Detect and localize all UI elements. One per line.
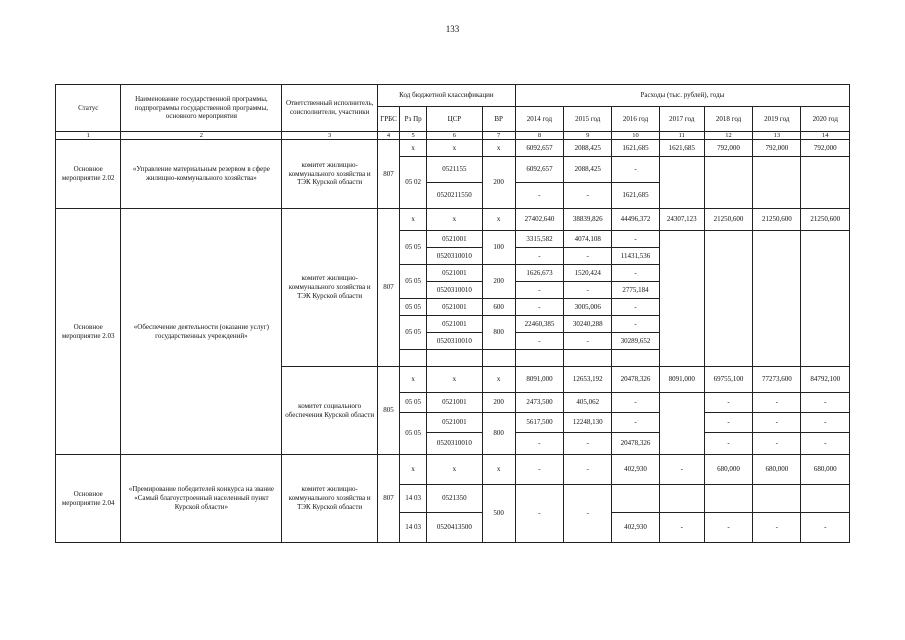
rzpr-cell: 14 03 [400, 513, 427, 543]
col-number: 5 [400, 132, 427, 140]
header-kbk: Код бюджетной классификации [377, 85, 515, 107]
rzpr-cell: x [400, 455, 427, 485]
value-cell: - [801, 433, 850, 455]
vr-cell: 200 [482, 157, 515, 209]
rzpr-cell: x [400, 140, 427, 157]
value-cell: - [612, 265, 659, 282]
header-name: Наименование государственной программы, подпрограммы государственной программы, основного мероприятия [121, 85, 282, 132]
column-numbers-row [56, 132, 850, 140]
value-cell: - [704, 393, 752, 413]
value-cell: - [612, 157, 659, 183]
value-cell: 6092,657 [515, 140, 563, 157]
col-number: 4 [377, 132, 399, 140]
empty-cell [704, 231, 752, 367]
value-cell: 1621,685 [612, 183, 659, 209]
csr-cell: 0520211550 [427, 183, 482, 209]
activity-name-cell: «Обеспечение деятельности (оказание услуг) государственных учреждений» [121, 209, 282, 455]
empty-cell [704, 157, 752, 209]
value-cell: 792,000 [753, 140, 801, 157]
csr-cell: 0521001 [427, 393, 482, 413]
empty-cell [704, 485, 752, 513]
value-cell: 38839,826 [564, 209, 612, 231]
status-cell: Основное мероприятие 2.03 [56, 209, 121, 455]
value-cell: 12653,192 [564, 367, 612, 393]
value-cell: 84792,100 [801, 367, 850, 393]
header-csr: ЦСР [427, 107, 482, 132]
value-cell: - [515, 183, 563, 209]
spacer-cell [612, 350, 659, 367]
csr-cell: x [427, 209, 482, 231]
empty-cell [659, 485, 704, 513]
status-cell: Основное мероприятие 2.02 [56, 140, 121, 209]
value-cell: 69755,100 [704, 367, 752, 393]
value-cell: - [564, 433, 612, 455]
vr-cell: 100 [482, 231, 515, 265]
value-cell: 22460,385 [515, 316, 563, 333]
value-cell: - [515, 333, 563, 350]
value-cell: 1626,673 [515, 265, 563, 282]
value-cell: - [659, 513, 704, 543]
col-number: 3 [282, 132, 378, 140]
col-number: 9 [564, 132, 612, 140]
vr-cell: x [482, 140, 515, 157]
value-cell: 44496,372 [612, 209, 659, 231]
value-cell: - [515, 248, 563, 265]
value-cell: - [704, 433, 752, 455]
value-cell: 2088,425 [564, 140, 612, 157]
value-cell: 792,000 [704, 140, 752, 157]
value-cell: - [612, 316, 659, 333]
col-number: 14 [801, 132, 850, 140]
csr-cell: 0521001 [427, 231, 482, 248]
col-number: 8 [515, 132, 563, 140]
col-number: 7 [482, 132, 515, 140]
value-cell: 402,930 [612, 455, 659, 485]
rzpr-cell: 05 05 [400, 393, 427, 413]
value-cell: 680,000 [704, 455, 752, 485]
value-cell: - [801, 393, 850, 413]
executor-cell: комитет жилищно-коммунального хозяйства и ТЭК Курской области [282, 209, 378, 367]
grbs-cell: 807 [377, 209, 399, 367]
spacer-cell [482, 350, 515, 367]
csr-cell: 0520310010 [427, 248, 482, 265]
value-cell: 20478,326 [612, 367, 659, 393]
spacer-cell [427, 350, 482, 367]
empty-cell [659, 393, 704, 455]
value-cell: 792,000 [801, 140, 850, 157]
csr-cell: 0521001 [427, 299, 482, 316]
value-cell: - [753, 433, 801, 455]
table-row [56, 455, 850, 485]
empty-cell [801, 485, 850, 513]
value-cell: - [564, 455, 612, 485]
value-cell: - [753, 393, 801, 413]
empty-cell [753, 157, 801, 209]
value-cell: 3005,006 [564, 299, 612, 316]
value-cell: 1621,685 [612, 140, 659, 157]
value-cell: 24307,123 [659, 209, 704, 231]
rzpr-cell: x [400, 367, 427, 393]
col-number: 1 [56, 132, 121, 140]
empty-cell [801, 231, 850, 367]
vr-cell: 200 [482, 265, 515, 299]
value-cell: - [515, 299, 563, 316]
value-cell: 2775,184 [612, 282, 659, 299]
csr-cell: x [427, 455, 482, 485]
csr-cell: 0520310010 [427, 282, 482, 299]
col-number: 6 [427, 132, 482, 140]
csr-cell: x [427, 140, 482, 157]
csr-cell: 0521001 [427, 316, 482, 333]
value-cell: 21250,600 [704, 209, 752, 231]
grbs-cell: 807 [377, 140, 399, 209]
value-cell: - [704, 413, 752, 433]
status-cell: Основное мероприятие 2.04 [56, 455, 121, 543]
csr-cell: 0521350 [427, 485, 482, 513]
csr-cell: 0521001 [427, 413, 482, 433]
spacer-cell [400, 350, 427, 367]
executor-cell: комитет социального обеспечения Курской области [282, 367, 378, 455]
value-cell: 77273,600 [753, 367, 801, 393]
value-cell: - [659, 455, 704, 485]
value-cell: 1621,685 [659, 140, 704, 157]
value-cell: 4074,108 [564, 231, 612, 248]
activity-name-cell: «Премирование победителей конкурса на звание «Самый благоустроенный населенный пункт Курской области» [121, 455, 282, 543]
value-cell: 12248,130 [564, 413, 612, 433]
csr-cell: 0520413500 [427, 513, 482, 543]
col-number: 11 [659, 132, 704, 140]
header-executor: Ответственный исполнитель, соисполнители, участники [282, 85, 378, 132]
value-cell: - [515, 433, 563, 455]
activity-name-cell: «Управление материальным резервом в сфере жилищно-коммунального хозяйства» [121, 140, 282, 209]
value-cell: - [515, 455, 563, 485]
csr-cell: 0521001 [427, 265, 482, 282]
vr-cell: 600 [482, 299, 515, 316]
value-cell: - [564, 282, 612, 299]
vr-cell: 200 [482, 393, 515, 413]
executor-cell: комитет жилищно-коммунального хозяйства и ТЭК Курской области [282, 140, 378, 209]
value-cell: - [801, 413, 850, 433]
value-cell: 405,062 [564, 393, 612, 413]
header-year: 2018 год [704, 107, 752, 132]
value-cell: - [515, 282, 563, 299]
value-cell: 5617,500 [515, 413, 563, 433]
grbs-cell: 807 [377, 455, 399, 543]
header-year: 2020 год [801, 107, 850, 132]
value-cell: 20478,326 [612, 433, 659, 455]
csr-cell: 0520310010 [427, 333, 482, 350]
csr-cell: 0521155 [427, 157, 482, 183]
rzpr-cell: 05 05 [400, 231, 427, 265]
table-row [56, 209, 850, 231]
value-cell: 21250,600 [801, 209, 850, 231]
csr-cell: 0520310010 [427, 433, 482, 455]
value-cell: - [612, 413, 659, 433]
budget-table [55, 84, 850, 543]
value-cell: - [564, 183, 612, 209]
header-year: 2014 год [515, 107, 563, 132]
value-cell: 6092,657 [515, 157, 563, 183]
grbs-cell: 805 [377, 367, 399, 455]
col-number: 2 [121, 132, 282, 140]
col-number: 12 [704, 132, 752, 140]
value-cell: 8091,000 [659, 367, 704, 393]
value-cell: 1520,424 [564, 265, 612, 282]
vr-cell: 800 [482, 316, 515, 350]
value-cell: - [515, 485, 563, 543]
value-cell: - [801, 513, 850, 543]
value-cell: 2473,500 [515, 393, 563, 413]
value-cell: - [564, 485, 612, 543]
value-cell: 680,000 [801, 455, 850, 485]
page-number: 133 [445, 24, 460, 34]
value-cell: - [564, 333, 612, 350]
header-grbs: ГРБС [377, 107, 399, 132]
value-cell: 680,000 [753, 455, 801, 485]
vr-cell: x [482, 209, 515, 231]
header-expenses: Расходы (тыс. рублей), годы [515, 85, 849, 107]
spacer-cell [564, 350, 612, 367]
header-status: Статус [56, 85, 121, 132]
value-cell: 11431,536 [612, 248, 659, 265]
value-cell: - [612, 231, 659, 248]
empty-cell [659, 231, 704, 367]
vr-cell: x [482, 367, 515, 393]
executor-cell: комитет жилищно-коммунального хозяйства и ТЭК Курской области [282, 455, 378, 543]
col-number: 13 [753, 132, 801, 140]
vr-cell: x [482, 455, 515, 485]
rzpr-cell: 05 02 [400, 157, 427, 209]
value-cell: 21250,600 [753, 209, 801, 231]
rzpr-cell: 05 05 [400, 265, 427, 299]
value-cell: - [753, 513, 801, 543]
empty-cell [753, 231, 801, 367]
value-cell: - [753, 413, 801, 433]
rzpr-cell: 05 05 [400, 316, 427, 350]
spacer-cell [515, 350, 563, 367]
header-rzpr: Рз Пр [400, 107, 427, 132]
header-year: 2019 год [753, 107, 801, 132]
value-cell: - [612, 299, 659, 316]
vr-cell: 500 [482, 485, 515, 543]
header-year: 2017 год [659, 107, 704, 132]
value-cell: 30240,288 [564, 316, 612, 333]
header-year: 2016 год [612, 107, 659, 132]
value-cell: 2088,425 [564, 157, 612, 183]
value-cell: - [564, 248, 612, 265]
value-cell: 3315,582 [515, 231, 563, 248]
empty-cell [659, 157, 704, 209]
value-cell: 402,930 [612, 513, 659, 543]
empty-cell [612, 485, 659, 513]
col-number: 10 [612, 132, 659, 140]
header-year: 2015 год [564, 107, 612, 132]
header-row-1 [56, 85, 850, 107]
rzpr-cell: 14 03 [400, 485, 427, 513]
value-cell: 8091,000 [515, 367, 563, 393]
value-cell: - [704, 513, 752, 543]
rzpr-cell: 05 05 [400, 299, 427, 316]
vr-cell: 800 [482, 413, 515, 455]
empty-cell [753, 485, 801, 513]
value-cell: - [612, 393, 659, 413]
value-cell: 30289,652 [612, 333, 659, 350]
rzpr-cell: x [400, 209, 427, 231]
empty-cell [801, 157, 850, 209]
value-cell: 27402,640 [515, 209, 563, 231]
table-row [56, 140, 850, 157]
csr-cell: x [427, 367, 482, 393]
header-vr: ВР [482, 107, 515, 132]
rzpr-cell: 05 05 [400, 413, 427, 455]
